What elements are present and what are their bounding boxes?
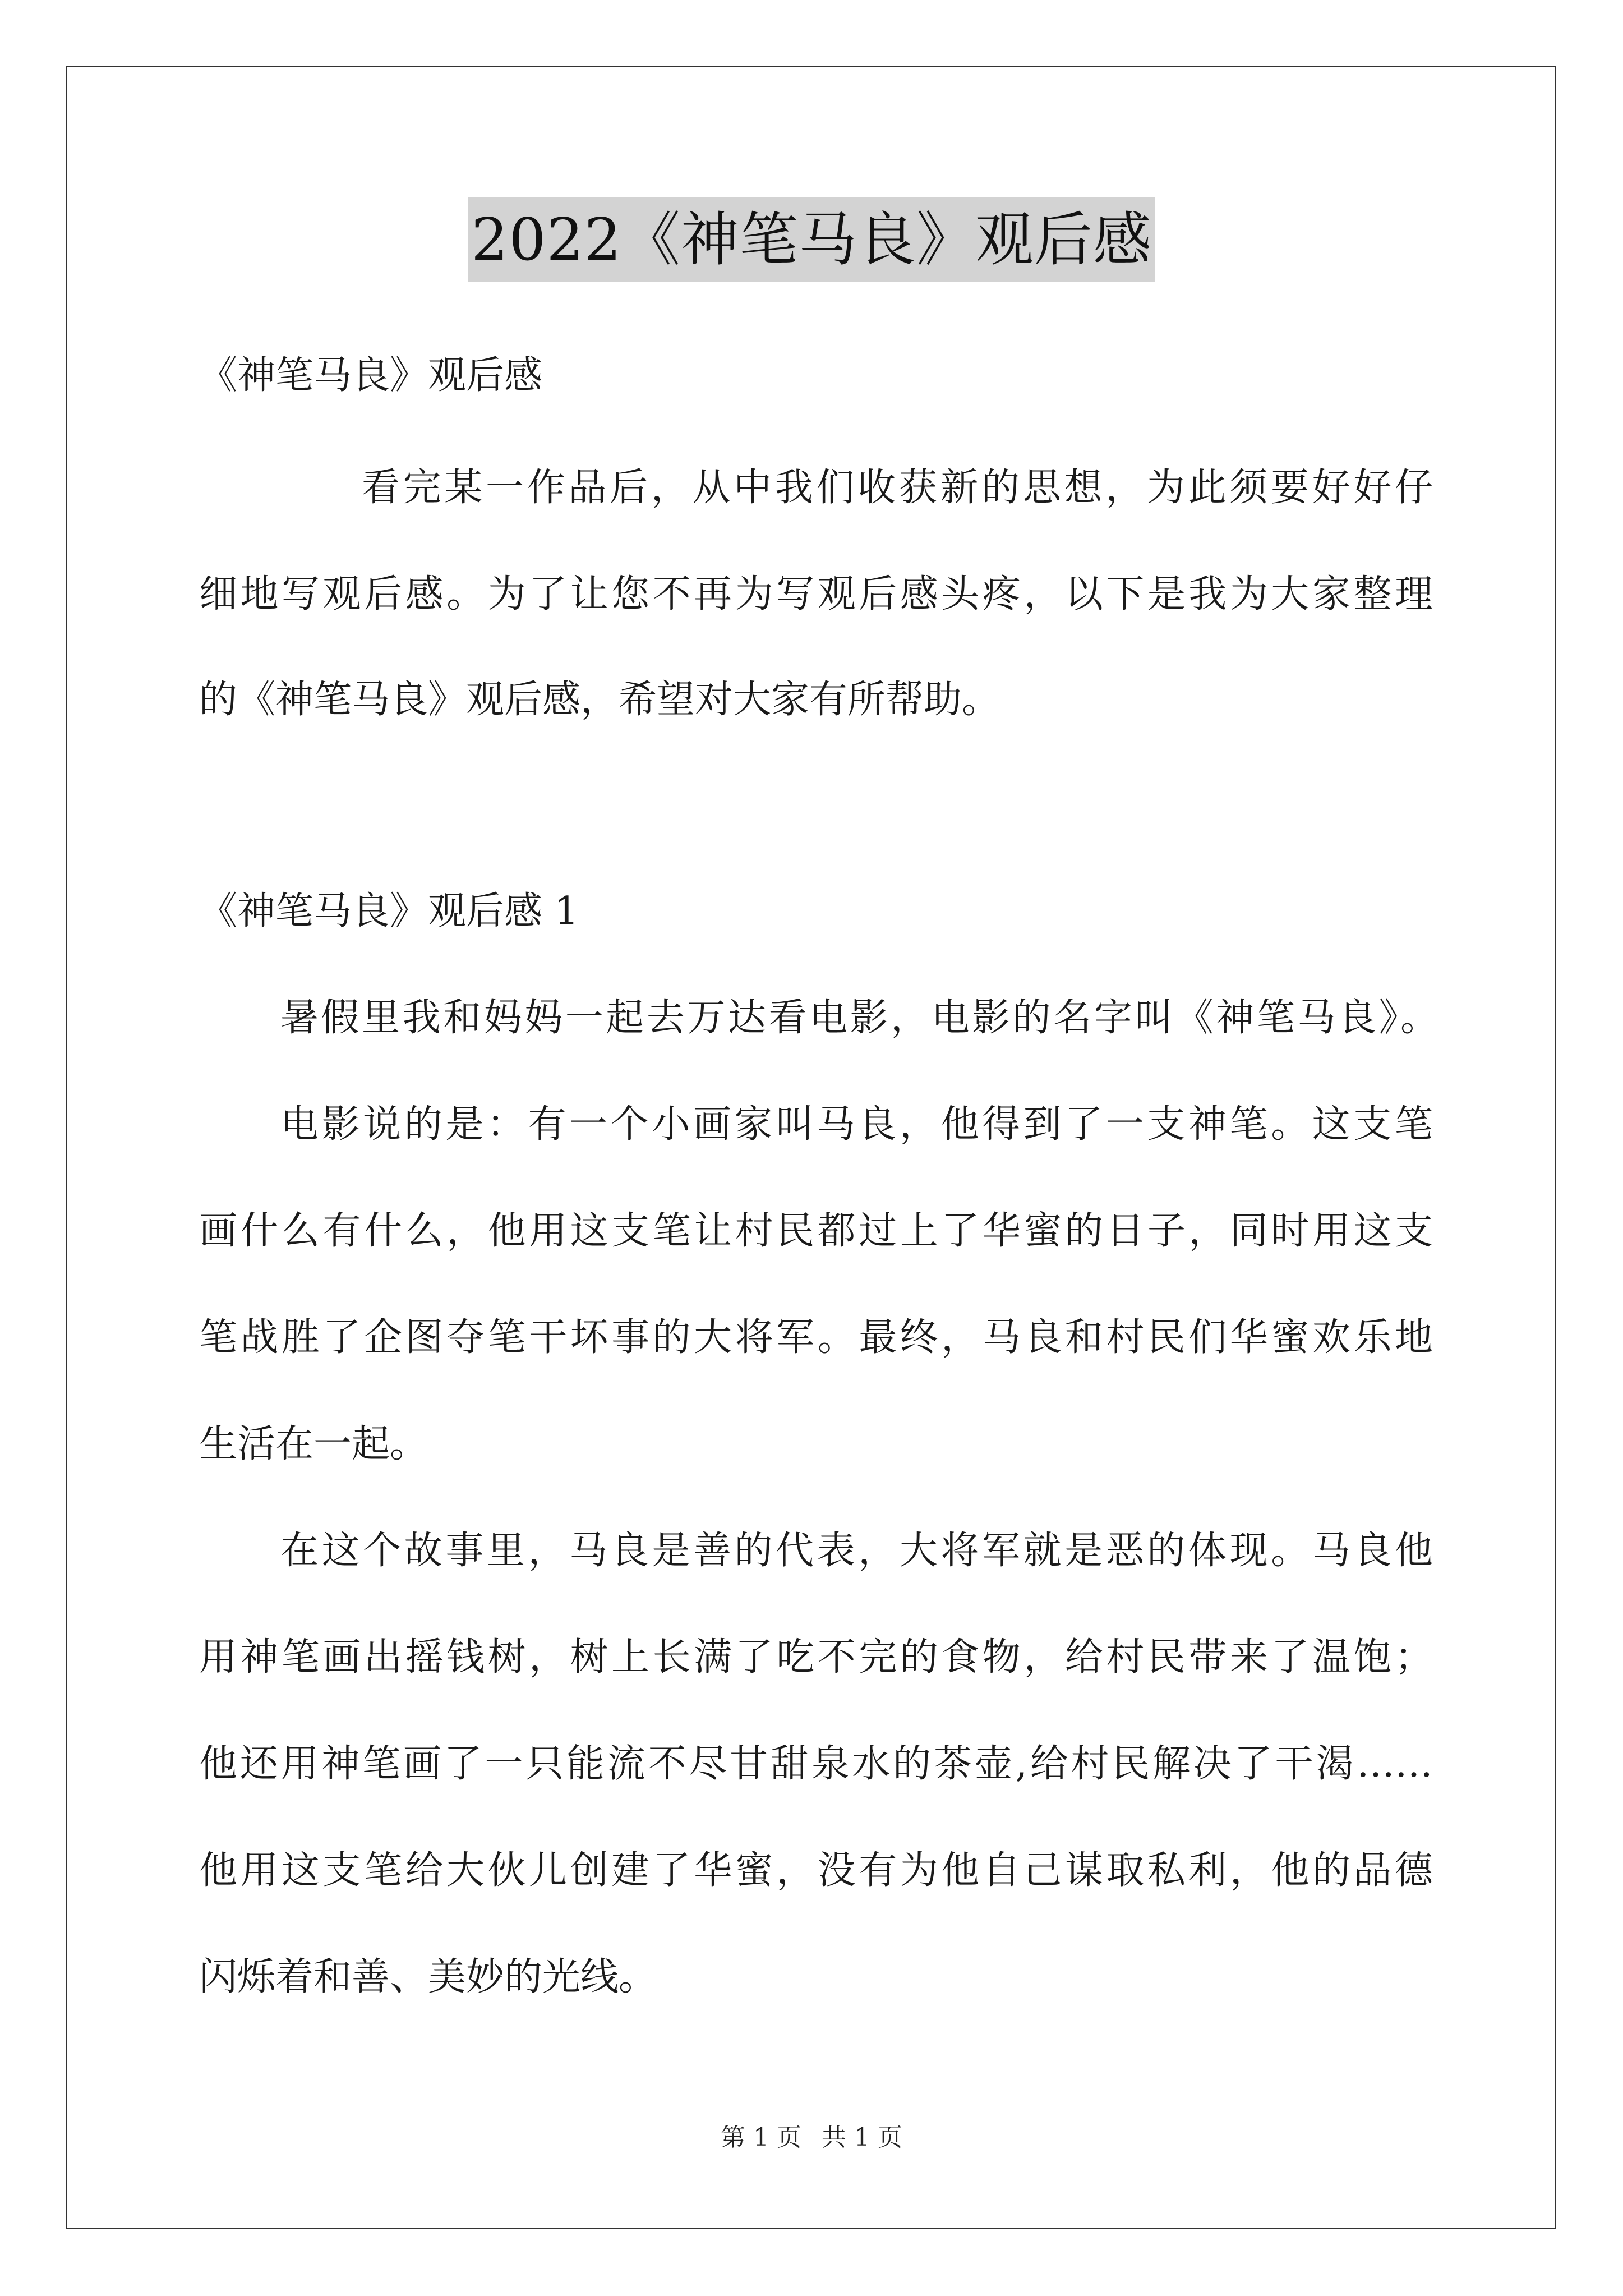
section1-line-4: 笔战胜了企图夺笔干坏事的大将军。最终，马良和村民们华蜜欢乐地 [199, 1315, 1433, 1360]
document-title: 2022《神笔马良》观后感 [468, 197, 1155, 282]
intro-line-3: 的《神笔马良》观后感，希望对大家有所帮助。 [199, 678, 1000, 722]
page-footer [0, 2121, 1623, 2155]
section1-line-8: 他还用神笔画了一只能流不尽甘甜泉水的茶壶,给村民解决了干渴…… [199, 1742, 1433, 1786]
section1-line-9: 他用这支笔给大伙儿创建了华蜜，没有为他自己谋取私利，他的品德 [199, 1848, 1433, 1893]
section1-line-10: 闪烁着和善、美妙的光线。 [199, 1955, 657, 1999]
title-container [0, 197, 1623, 282]
intro-line-2: 细地写观后感。为了让您不再为写观后感头疼，以下是我为大家整理 [199, 572, 1433, 616]
page-total: 共 1 页 [822, 2123, 902, 2152]
section1-line-3: 画什么有什么，他用这支笔让村民都过上了华蜜的日子，同时用这支 [199, 1209, 1433, 1253]
section1-heading: 《神笔马良》观后感 1 [199, 889, 579, 933]
section1-line-2: 电影说的是：有一个小画家叫马良，他得到了一支神笔。这支笔 [280, 1102, 1433, 1147]
intro-line-1: 看完某一作品后，从中我们收获新的思想，为此须要好好仔 [362, 466, 1433, 510]
section1-line-7: 用神笔画出摇钱树，树上长满了吃不完的食物，给村民带来了温饱； [199, 1635, 1433, 1680]
section1-line-6: 在这个故事里，马良是善的代表，大将军就是恶的体现。马良他 [280, 1529, 1433, 1573]
page-number: 第 1 页 [721, 2123, 801, 2152]
section1-line-5: 生活在一起。 [199, 1422, 428, 1466]
intro-heading: 《神笔马良》观后感 [199, 353, 543, 398]
section1-line-1: 暑假里我和妈妈一起去万达看电影，电影的名字叫《神笔马良》。 [280, 996, 1438, 1040]
